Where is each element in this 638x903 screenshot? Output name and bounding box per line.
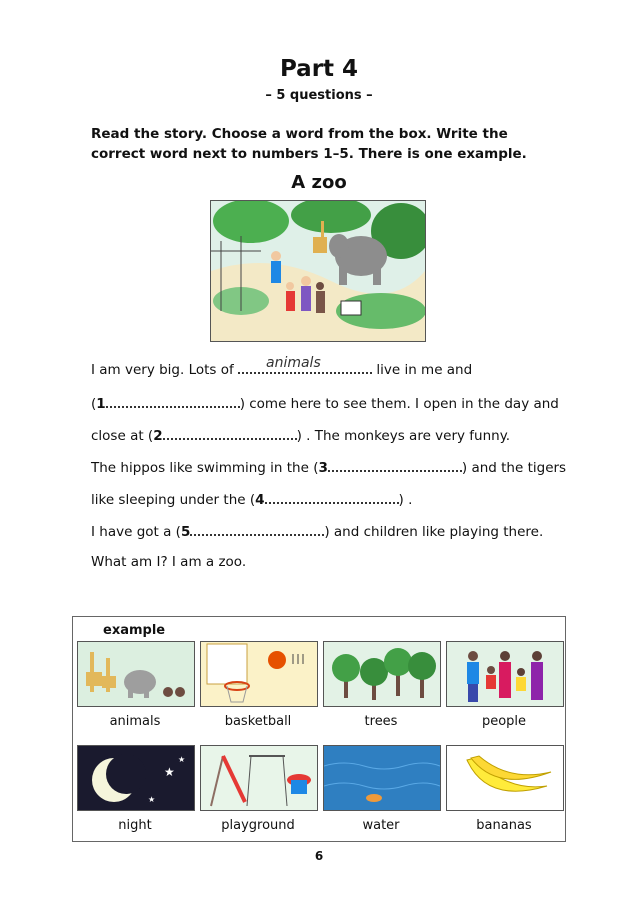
- answer-blank-5[interactable]: [190, 522, 324, 536]
- zoo-scene-illustration: [210, 200, 426, 342]
- page-title: Part 4: [279, 56, 359, 82]
- question-number: 2: [153, 428, 163, 444]
- story-line-text: I am very big. Lots of: [91, 362, 239, 378]
- svg-text:★: ★: [178, 755, 186, 764]
- story-line: [91, 554, 246, 570]
- story-line-text: ) and children like playing there.: [324, 524, 544, 540]
- word-label: people: [481, 714, 527, 729]
- page-number: 6: [314, 849, 324, 863]
- story-line-text: ) . The monkeys are very funny.: [296, 428, 511, 444]
- answer-blank-4[interactable]: [265, 490, 399, 504]
- question-number: 3: [318, 460, 328, 476]
- word-box: [72, 616, 566, 842]
- story-line-text: like sleeping under the (: [91, 492, 256, 508]
- bananas-picture: [446, 745, 564, 811]
- story-line: [91, 490, 412, 508]
- story-line-text: I have got a (: [91, 524, 181, 540]
- story-line-text: ) .: [398, 492, 413, 508]
- question-number: 1: [96, 396, 106, 412]
- story-title: A zoo: [291, 172, 347, 193]
- svg-text:★: ★: [148, 795, 156, 804]
- animals-picture: [77, 641, 195, 707]
- question-number: 4: [255, 492, 265, 508]
- playground-picture: [200, 745, 318, 811]
- story-line-text: ) and the tigers: [461, 460, 567, 476]
- story-line-text: ) come here to see them. I open in the day and: [239, 396, 559, 412]
- page-subtitle: – 5 questions –: [265, 88, 373, 103]
- svg-text:★: ★: [164, 765, 175, 779]
- story-line-text: live in me and: [372, 362, 473, 378]
- story-line: [91, 522, 543, 540]
- night-picture: [77, 745, 195, 811]
- example-answer: animals: [266, 355, 321, 371]
- instructions: Read the story. Choose a word from the box. Write the correct word next to numbers 1–5. There is one example.: [91, 126, 527, 162]
- story-line-text: The hippos like swimming in the (: [91, 460, 319, 476]
- word-label: trees: [364, 714, 398, 729]
- story-line: [91, 426, 510, 444]
- story-line: [91, 394, 559, 412]
- answer-blank-3[interactable]: [328, 458, 462, 472]
- story-line-text: close at (: [91, 428, 154, 444]
- story-line: [91, 458, 566, 476]
- word-label: basketball: [224, 714, 292, 729]
- answer-blank-2[interactable]: [163, 426, 297, 440]
- word-label: water: [362, 818, 400, 833]
- story-line-text: (: [91, 396, 97, 412]
- trees-picture: [323, 641, 441, 707]
- story-line-text: What am I? I am a zoo.: [91, 554, 247, 570]
- water-picture: [323, 745, 441, 811]
- example-label: example: [103, 623, 166, 638]
- word-label: playground: [221, 818, 295, 833]
- answer-blank-1[interactable]: [106, 394, 240, 408]
- people-picture: [446, 641, 564, 707]
- word-label: animals: [109, 714, 161, 729]
- question-number: 5: [180, 524, 191, 540]
- word-label: bananas: [476, 818, 532, 833]
- basketball-picture: [200, 641, 318, 707]
- word-label: night: [118, 818, 152, 833]
